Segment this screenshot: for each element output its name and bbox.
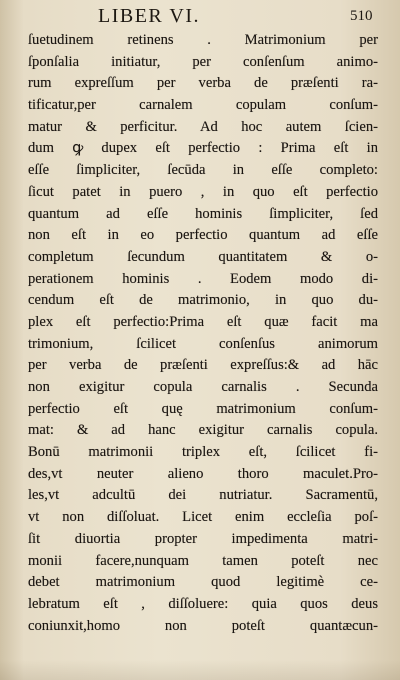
text-line: plex eſt perfectio:Prima eſt quæ facit ma: [28, 313, 378, 330]
text-line: completum ſecundum quantitatem & o-: [28, 248, 378, 265]
running-head: LIBER VI.: [98, 5, 201, 27]
text-line: mat: & ad hanc exigitur carnalis copula.: [28, 422, 378, 439]
text-line: lebratum eſt , diſſoluere: quia quos deus: [28, 595, 378, 612]
text-line: debet matrimonium quod legitimè ce-: [28, 574, 378, 591]
page-bottom-shadow: [0, 660, 400, 680]
text-line: rum expreſſum per verba de præſenti ra-: [28, 75, 378, 92]
text-line: perfectio eſt quę matrimonium conſum-: [28, 400, 378, 417]
text-line: matur & perficitur. Ad hoc autem ſcien-: [28, 118, 378, 135]
text-line: quantum ad eſſe hominis ſimpliciter, ſed: [28, 205, 378, 222]
text-line: eſſe ſimpliciter, ſecūda in eſſe completo:: [28, 162, 378, 179]
text-line: vt non diſſoluat. Licet enim eccleſia poſ-: [28, 509, 378, 526]
text-line: dum ꝙ dupex eſt perfectio : Prima eſt in: [28, 140, 378, 157]
text-line: non eſt in eo perfectio quantum ad eſſe: [28, 227, 378, 244]
body-text: [28, 30, 378, 637]
text-line: non exigitur copula carnalis . Secunda: [28, 379, 378, 395]
text-line: perationem hominis . Eodem modo di-: [28, 270, 378, 287]
text-line: monii facere,nunquam tamen poteſt nec: [28, 552, 378, 569]
text-line: trimonium, ſcilicet conſenſus animorum: [28, 335, 378, 352]
text-line: ſit diuortia propter impedimenta matri-: [28, 530, 378, 547]
text-line: cendum eſt de matrimonio, in quo du-: [28, 292, 378, 309]
text-line: per verba de præſenti expreſſus:& ad hāc: [28, 357, 378, 374]
page-number: 510: [350, 8, 373, 24]
text-line: ſponſalia initiatur, per conſenſum animo-: [28, 53, 378, 70]
text-line: des,vt neuter alieno thoro maculet.Pro-: [28, 465, 378, 482]
text-line: les,vt adcultū dei nutriatur. Sacramentū,: [28, 487, 378, 504]
text-line: coniunxit,homo non poteſt quantæcun-: [28, 617, 378, 634]
text-line: ſuetudinem retinens . Matrimonium per: [28, 32, 378, 48]
page-header: [0, 4, 400, 30]
text-line: ſicut patet in puero , in quo eſt perfectio: [28, 183, 378, 200]
text-line: tificatur,per carnalem copulam conſum-: [28, 97, 378, 114]
text-line: Bonū matrimonii triplex eſt, ſcilicet fi-: [28, 444, 378, 461]
